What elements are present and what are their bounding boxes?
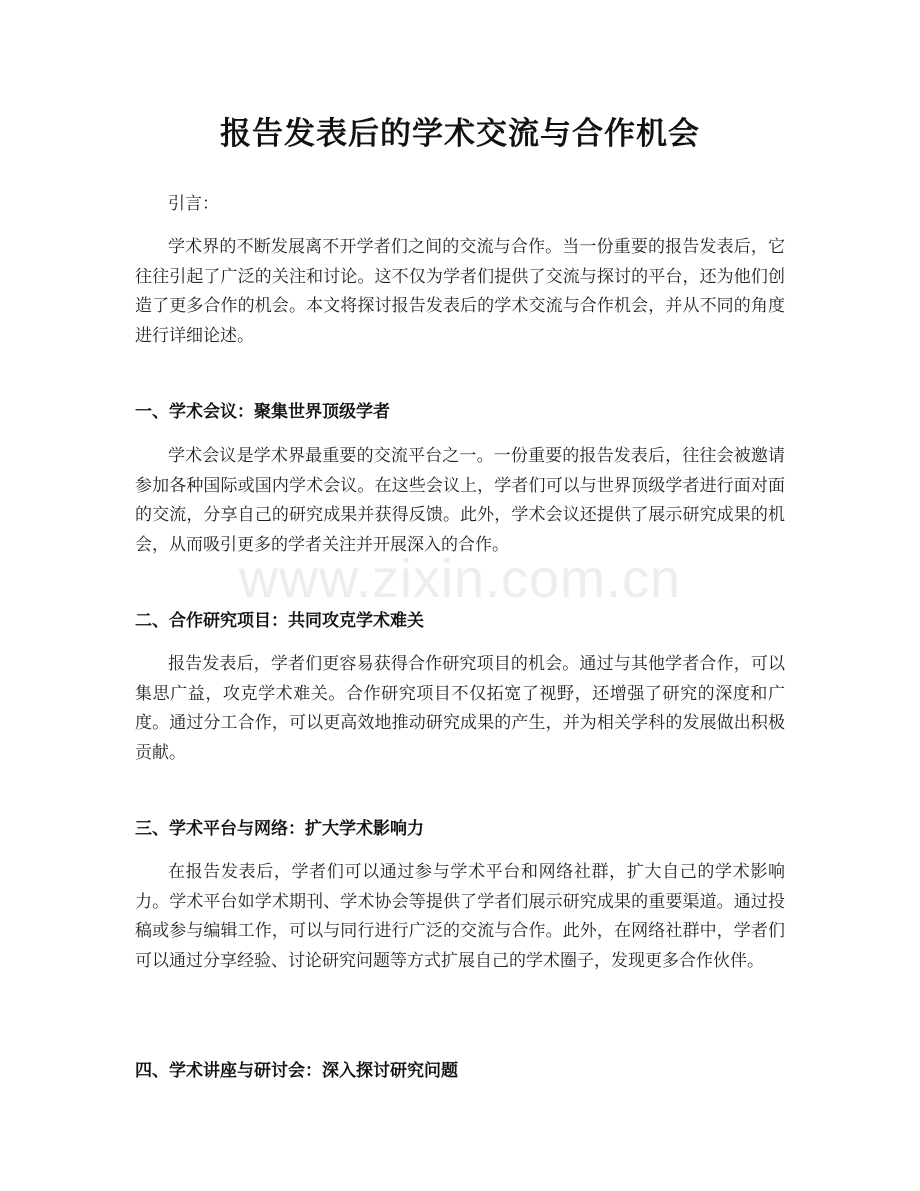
section-heading-2: 二、合作研究项目：共同攻克学术难关 xyxy=(135,611,424,631)
section-paragraph-1: 学术会议是学术界最重要的交流平台之一。一份重要的报告发表后，往往会被邀请参加各种国际或国内学术会议。在这些会议上，学者们可以与世界顶级学者进行面对面的交流，分享自己的研究成果并获得反馈。此外，学术会议还提供了展示研究成果的机会，从而吸引更多的学者关注并开展深入的合作。 xyxy=(135,446,785,555)
intro-label: 引言： xyxy=(168,194,219,214)
section-paragraph-3: 在报告发表后，学者们可以通过参与学术平台和网络社群，扩大自己的学术影响力。学术平台如学术期刊、学术协会等提供了学者们展示研究成果的重要渠道。通过投稿或参与编辑工作，可以与同行进行广泛的交流与合作。此外，在网络社群中，学者们可以通过分享经验、讨论研究问题等方式扩展自己的学术圈子，发现更多合作伙伴。 xyxy=(135,862,785,971)
intro-paragraph: 学术界的不断发展离不开学者们之间的交流与合作。当一份重要的报告发表后，它往往引起了广泛的关注和讨论。这不仅为学者们提供了交流与探讨的平台，还为他们创造了更多合作的机会。本文将探讨报告发表后的学术交流与合作机会，并从不同的角度进行详细论述。 xyxy=(135,237,785,346)
section-heading-1: 一、学术会议：聚集世界顶级学者 xyxy=(135,402,390,422)
document-title: 报告发表后的学术交流与合作机会 xyxy=(220,116,700,152)
section-paragraph-2: 报告发表后，学者们更容易获得合作研究项目的机会。通过与其他学者合作，可以集思广益，攻克学术难关。合作研究项目不仅拓宽了视野，还增强了研究的深度和广度。通过分工合作，可以更高效地推动研究成果的产生，并为相关学科的发展做出积极贡献。 xyxy=(135,654,785,763)
section-heading-3: 三、学术平台与网络：扩大学术影响力 xyxy=(135,819,424,839)
watermark: www.zixin.com.cn xyxy=(238,549,682,609)
section-heading-4: 四、学术讲座与研讨会：深入探讨研究问题 xyxy=(135,1061,458,1081)
